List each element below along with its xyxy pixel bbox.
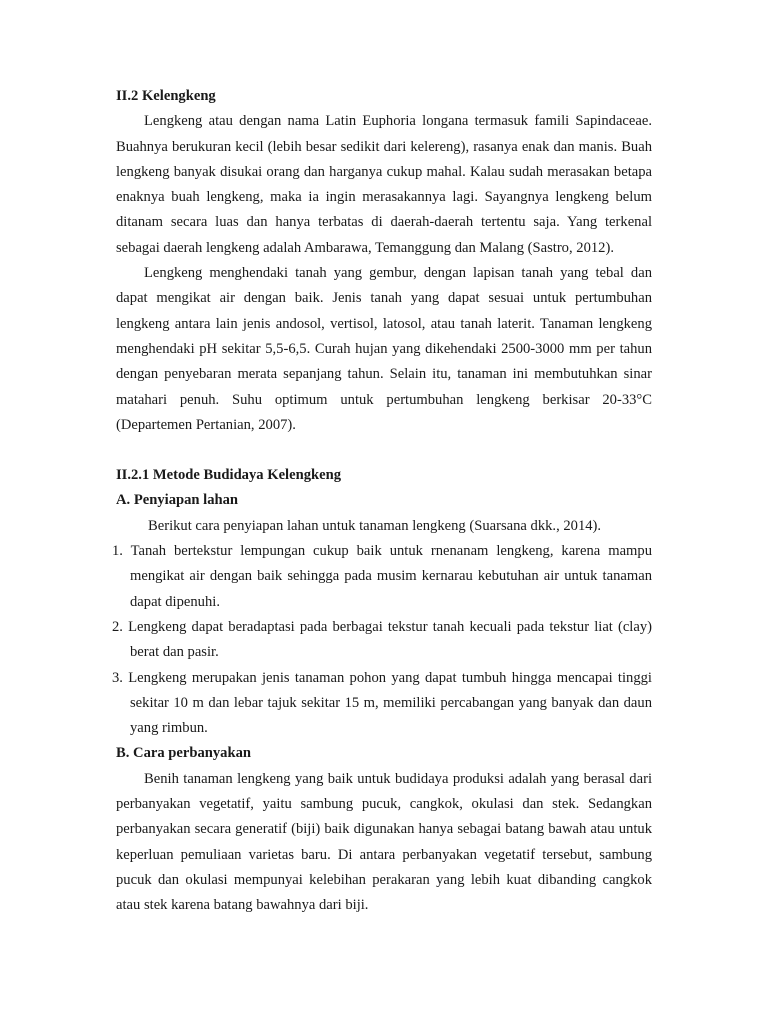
subsection-heading: II.2.1 Metode Budidaya Kelengkeng — [116, 467, 342, 484]
paragraph-intro-1: Lengkeng atau dengan nama Latin Euphoria longana termasuk famili Sapindaceae. Buahnya berukuran kecil (lebih besar sedikit dari kelereng), rasanya enak dan manis. Buah lengkeng banyak disukai orang dan harganya cukup mahal. Kalau sudah merasakan betapa enaknya buah lengkeng, maka ia ingin merasakannya lagi. Sayangnya lengkeng belum ditanam secara luas dan hanya terbatas di daerah-daerah tertentu saja. Yang terkenal sebagai daerah lengkeng adalah Ambarawa, Temanggung dan Malang (Sastro, 2012). — [116, 113, 652, 256]
list-item: 3. Lengkeng merupakan jenis tanaman pohon yang dapat tumbuh hingga mencapai tinggi sekitar 10 m dan lebar tajuk sekitar 15 m, memiliki percabangan yang banyak dan daun yang rimbun. — [112, 669, 652, 737]
paragraph-intro-2: Lengkeng menghendaki tanah yang gembur, dengan lapisan tanah yang tebal dan dapat mengikat air dengan baik. Jenis tanah yang dapat sesuai untuk pertumbuhan lengkeng antara lain jenis andosol, vertisol, latosol, atau tanah laterit. Tanaman lengkeng menghendaki pH sekitar 5,5-6,5. Curah hujan yang dikehendaki 2500-3000 mm per tahun dengan penyebaran merata sepanjang tahun. Selain itu, tanaman ini membutuhkan sinar matahari penuh. Suhu optimum untuk pertumbuhan lengkeng berkisar 20-33°C (Departemen Pertanian, 2007). — [116, 265, 652, 433]
list-item: 2. Lengkeng dapat beradaptasi pada berbagai tekstur tanah kecuali pada tekstur liat (clay) berat dan pasir. — [112, 618, 652, 661]
part-b-heading: B. Cara perbanyakan — [116, 745, 252, 762]
part-a-heading: A. Penyiapan lahan — [116, 492, 239, 509]
land-preparation-list — [112, 539, 652, 741]
part-b-paragraph: Benih tanaman lengkeng yang baik untuk budidaya produksi adalah yang berasal dari perbanyakan vegetatif, yaitu sambung pucuk, cangkok, okulasi dan stek. Sedangkan perbanyakan secara generatif (biji) baik digunakan hanya sebagai batang bawah atau untuk keperluan pemuliaan varietas baru. Di antara perbanyakan vegetatif tersebut, sambung pucuk dan okulasi mempunyai kelebihan perakaran yang lebih kuat dibanding cangkok atau stek karena batang bawahnya dari biji. — [116, 770, 652, 914]
list-item: 1. Tanah bertekstur lempungan cukup baik untuk rnenanam lengkeng, karena mampu mengikat air dengan baik sehingga pada musim kernarau kebutuhan air untuk tanaman dapat dipenuhi. — [112, 543, 652, 610]
document-page — [112, 84, 652, 919]
section-heading: II.2 Kelengkeng — [116, 88, 216, 104]
spacer — [116, 438, 652, 463]
part-a-intro: Berikut cara penyiapan lahan untuk tanaman lengkeng (Suarsana dkk., 2014). — [148, 517, 602, 534]
